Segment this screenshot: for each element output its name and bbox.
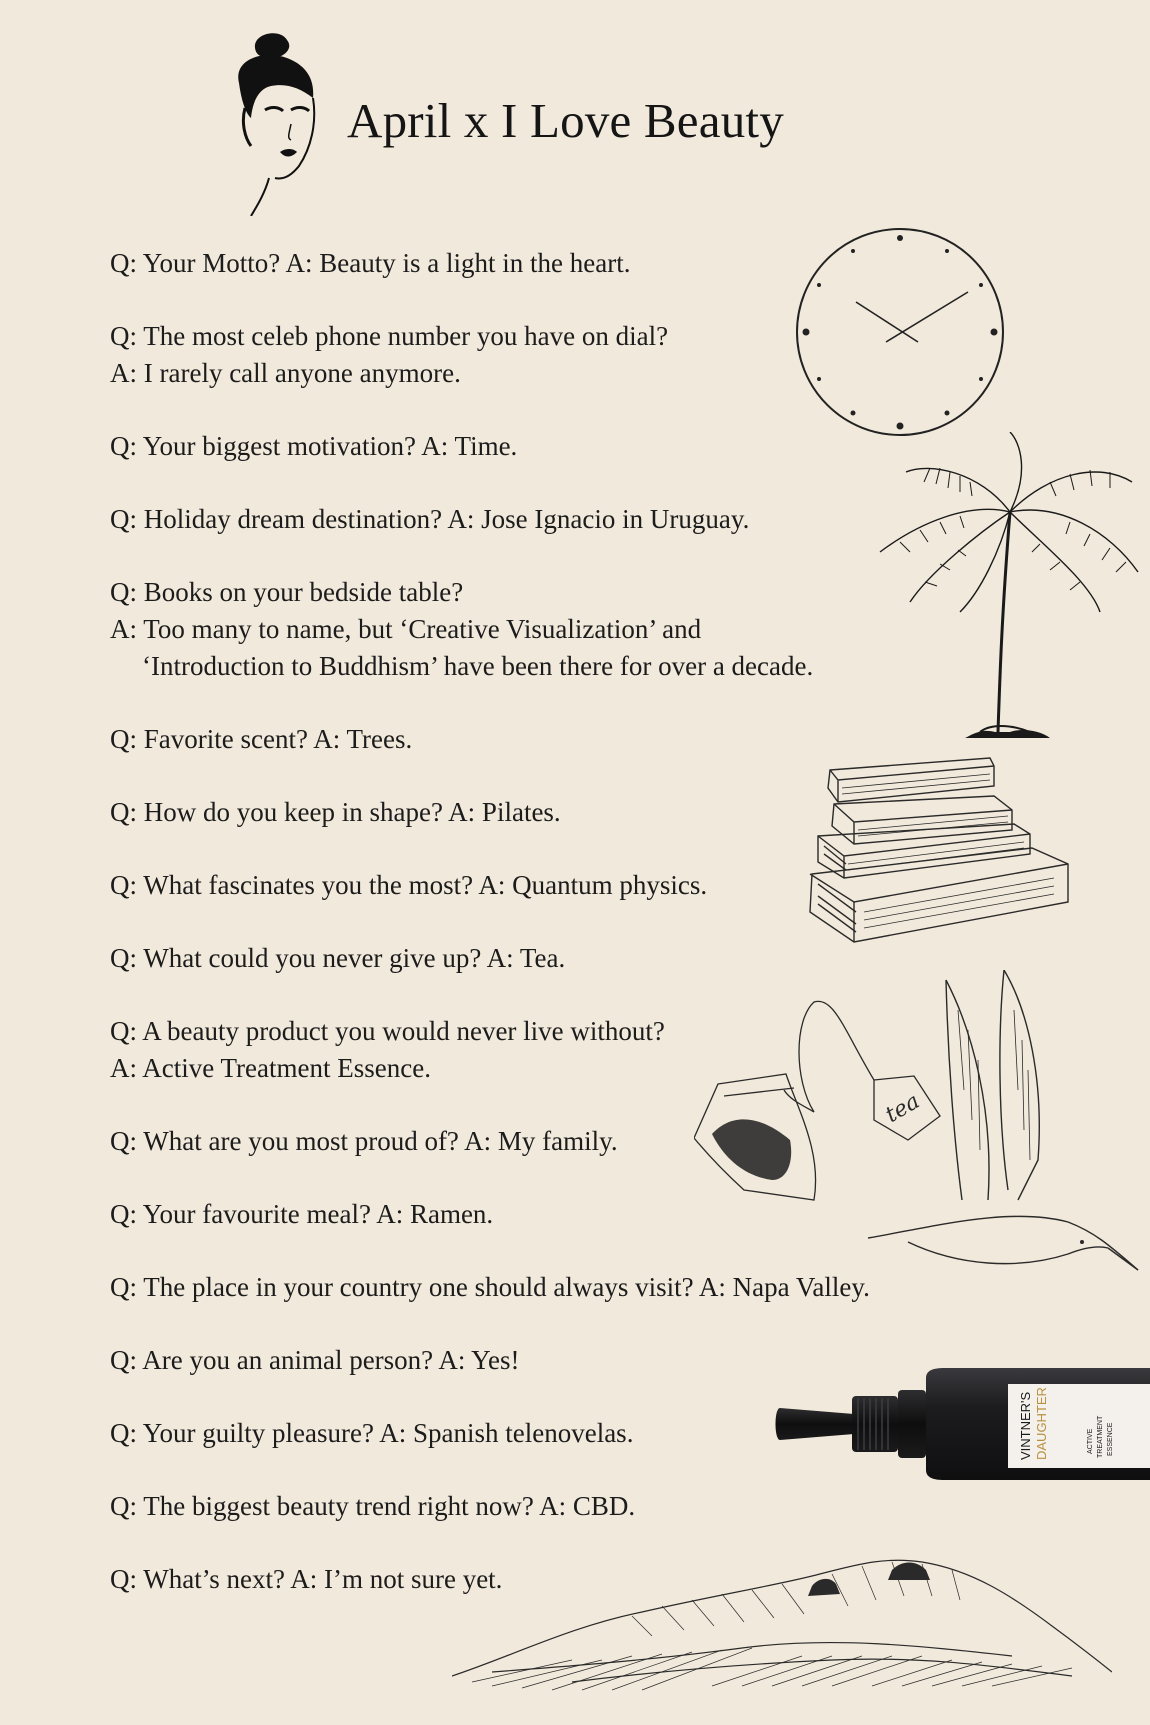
qa-line: Q: Your guilty pleasure? A: Spanish telenovelas. <box>110 1418 634 1448</box>
qa-line: Q: A beauty product you would never live without? <box>110 1016 665 1046</box>
qa-line: Q: How do you keep in shape? A: Pilates. <box>110 797 561 827</box>
bottle-brand-line2: DAUGHTER <box>1034 1387 1049 1460</box>
books-stack-illustration <box>804 752 1074 948</box>
bottle-product-line3: ESSENCE <box>1107 1422 1114 1456</box>
woman-face-illustration <box>225 28 335 216</box>
palm-tree-illustration <box>870 432 1142 742</box>
qa-line: Q: Your Motto? A: Beauty is a light in the heart. <box>110 248 631 278</box>
bottle-brand-line1: VINTNER'S <box>1018 1391 1033 1460</box>
qa-line: Q: Your favourite meal? A: Ramen. <box>110 1199 494 1229</box>
qa-item <box>110 1488 1010 1525</box>
qa-line: Q: Holiday dream destination? A: Jose Ignacio in Uruguay. <box>110 504 750 534</box>
bottle-product-line2: TREATMENT <box>1097 1415 1104 1458</box>
qa-line: Q: Books on your bedside table? <box>110 577 464 607</box>
qa-line: Q: The biggest beauty trend right now? A: CBD. <box>110 1491 636 1521</box>
bird-illustration <box>868 970 1140 1295</box>
dropper-bottle-image <box>774 1368 1150 1480</box>
qa-line: A: Active Treatment Essence. <box>110 1053 431 1083</box>
tea-tag-label: tea <box>881 1088 925 1128</box>
qa-line: Q: Favorite scent? A: Trees. <box>110 724 413 754</box>
qa-line: Q: What’s next? A: I’m not sure yet. <box>110 1564 503 1594</box>
qa-line: Q: The place in your country one should always visit? A: Napa Valley. <box>110 1272 870 1302</box>
qa-line: A: Too many to name, but ‘Creative Visualization’ and <box>110 614 702 644</box>
qa-line: A: I rarely call anyone anymore. <box>110 358 461 388</box>
clock-illustration <box>794 226 1006 438</box>
bottle-product-line1: ACTIVE <box>1087 1428 1094 1454</box>
qa-line: ‘Introduction to Buddhism’ have been there for over a decade. <box>142 651 814 681</box>
qa-line: Q: Are you an animal person? A: Yes! <box>110 1345 520 1375</box>
qa-line: Q: The most celeb phone number you have on dial? <box>110 321 669 351</box>
qa-line: Q: What could you never give up? A: Tea. <box>110 943 566 973</box>
vineyard-hills-illustration <box>452 1556 1112 1692</box>
qa-line: Q: What are you most proud of? A: My family. <box>110 1126 618 1156</box>
page-title: April x I Love Beauty <box>347 93 784 148</box>
qa-line: Q: Your biggest motivation? A: Time. <box>110 431 518 461</box>
qa-line: Q: What fascinates you the most? A: Quantum physics. <box>110 870 708 900</box>
